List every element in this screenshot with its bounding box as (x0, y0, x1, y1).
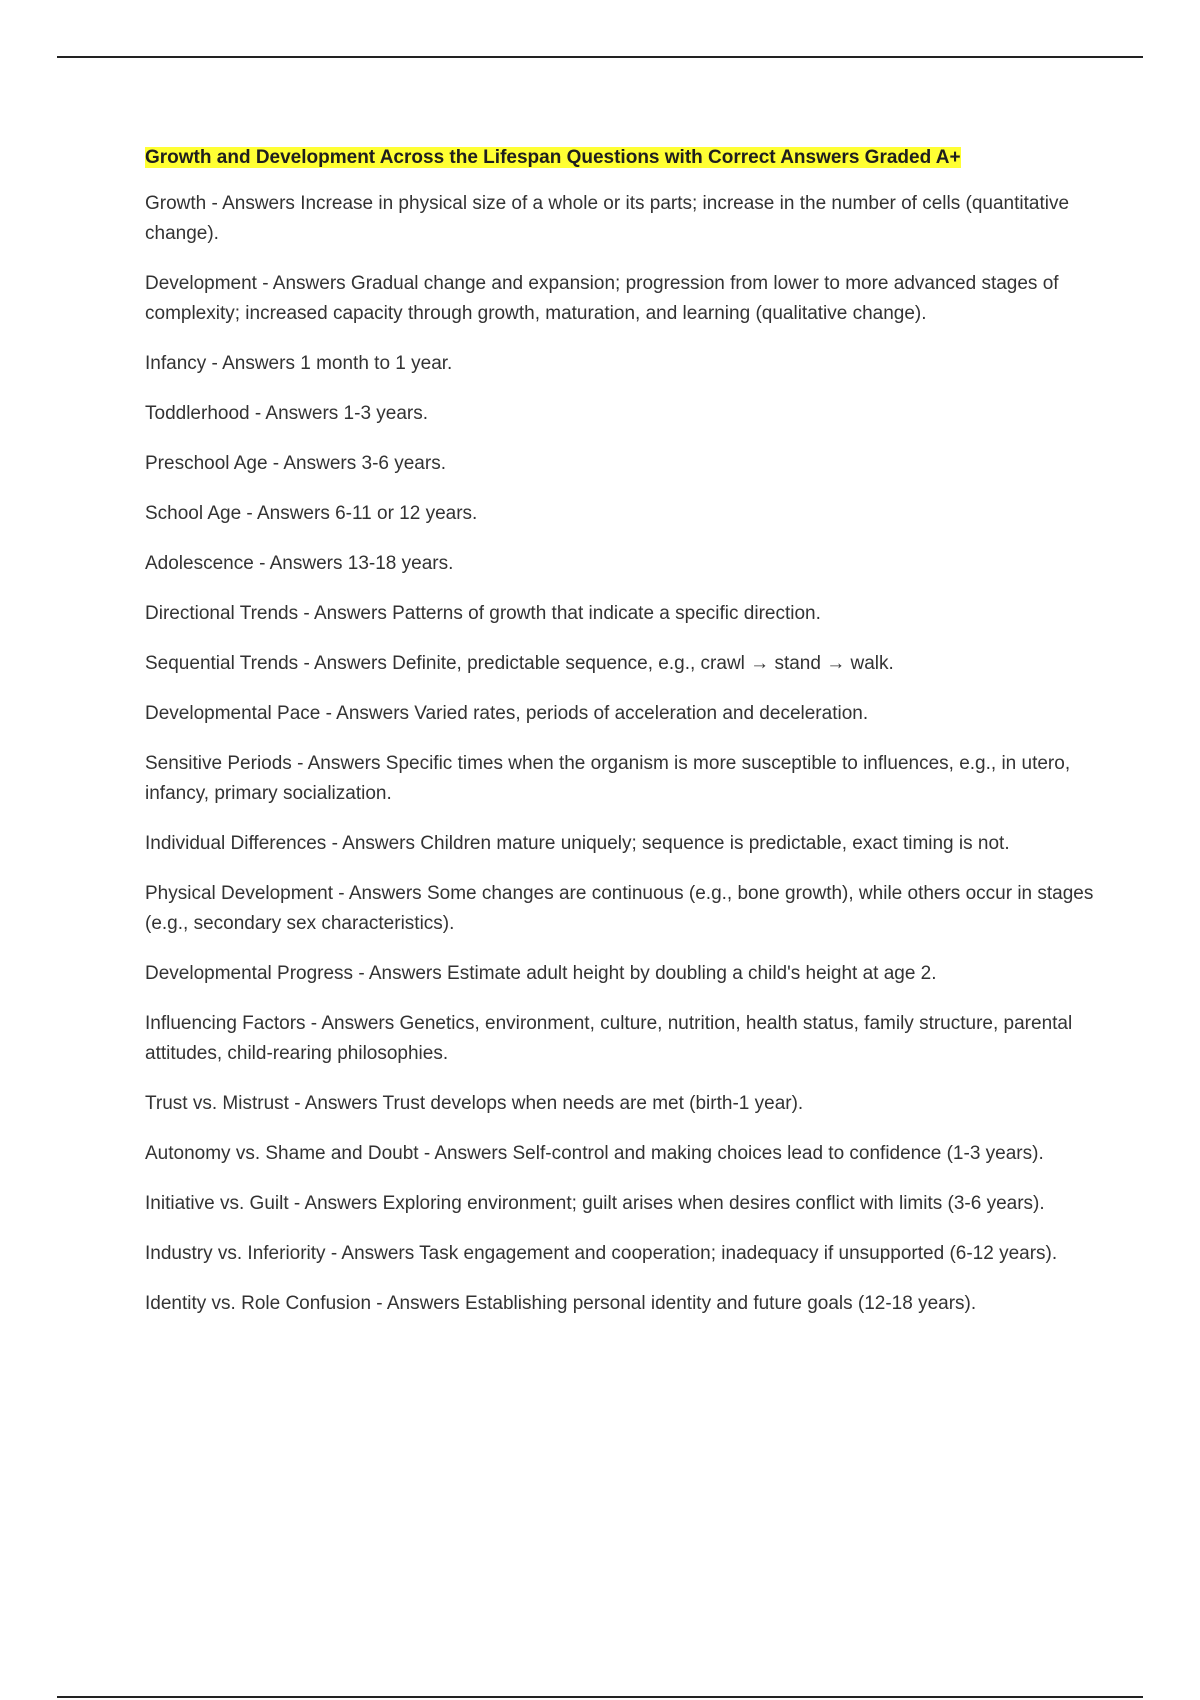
entry-toddlerhood: Toddlerhood - Answers 1-3 years. (145, 403, 429, 424)
document-body (145, 145, 1105, 1339)
entry-industry-vs-inferiority: Industry vs. Inferiority - Answers Task engagement and cooperation; inadequacy if unsupported (6-12 years). (145, 1243, 1058, 1264)
entry-influencing-factors: Influencing Factors - Answers Genetics, environment, culture, nutrition, health status, family structure, parental attitudes, child-rearing philosophies. (145, 1013, 1073, 1064)
entry-adolescence: Adolescence - Answers 13-18 years. (145, 553, 454, 574)
entry-infancy: Infancy - Answers 1 month to 1 year. (145, 353, 453, 374)
entry-growth: Growth - Answers Increase in physical size of a whole or its parts; increase in the number of cells (quantitative change). (145, 193, 1070, 244)
entry-autonomy-vs-shame: Autonomy vs. Shame and Doubt - Answers Self-control and making choices lead to confidence (1-3 years). (145, 1143, 1044, 1164)
entry-preschool-age: Preschool Age - Answers 3-6 years. (145, 453, 446, 474)
document-title (145, 145, 1105, 171)
entry-identity-vs-role-confusion: Identity vs. Role Confusion - Answers Establishing personal identity and future goals (12-18 years). (145, 1293, 977, 1314)
entry-initiative-vs-guilt: Initiative vs. Guilt - Answers Exploring environment; guilt arises when desires conflict with limits (3-6 years). (145, 1193, 1045, 1214)
entry-directional-trends: Directional Trends - Answers Patterns of growth that indicate a specific direction. (145, 603, 821, 624)
entry-sequential-trends: Sequential Trends - Answers Definite, predictable sequence, e.g., crawl → stand → walk. (145, 653, 894, 674)
entry-developmental-pace: Developmental Pace - Answers Varied rates, periods of acceleration and deceleration. (145, 703, 869, 724)
page-top-rule (57, 56, 1143, 58)
entry-developmental-progress: Developmental Progress - Answers Estimate adult height by doubling a child's height at age 2. (145, 963, 937, 984)
entry-trust-vs-mistrust: Trust vs. Mistrust - Answers Trust develops when needs are met (birth-1 year). (145, 1093, 804, 1114)
entry-physical-development: Physical Development - Answers Some changes are continuous (e.g., bone growth), while others occur in stages (e.g., secondary sex characteristics). (145, 883, 1094, 934)
entry-individual-differences: Individual Differences - Answers Children mature uniquely; sequence is predictable, exact timing is not. (145, 833, 1010, 854)
entry-school-age: School Age - Answers 6-11 or 12 years. (145, 503, 478, 524)
entry-development: Development - Answers Gradual change and expansion; progression from lower to more advanced stages of complexity; increased capacity through growth, maturation, and learning (qualitative change). (145, 273, 1059, 324)
document-title-highlight: Growth and Development Across the Lifespan Questions with Correct Answers Graded A+ (145, 147, 961, 168)
entry-sensitive-periods: Sensitive Periods - Answers Specific times when the organism is more susceptible to influences, e.g., in utero, infancy, primary socialization. (145, 753, 1071, 804)
page-bottom-rule (57, 1696, 1143, 1698)
